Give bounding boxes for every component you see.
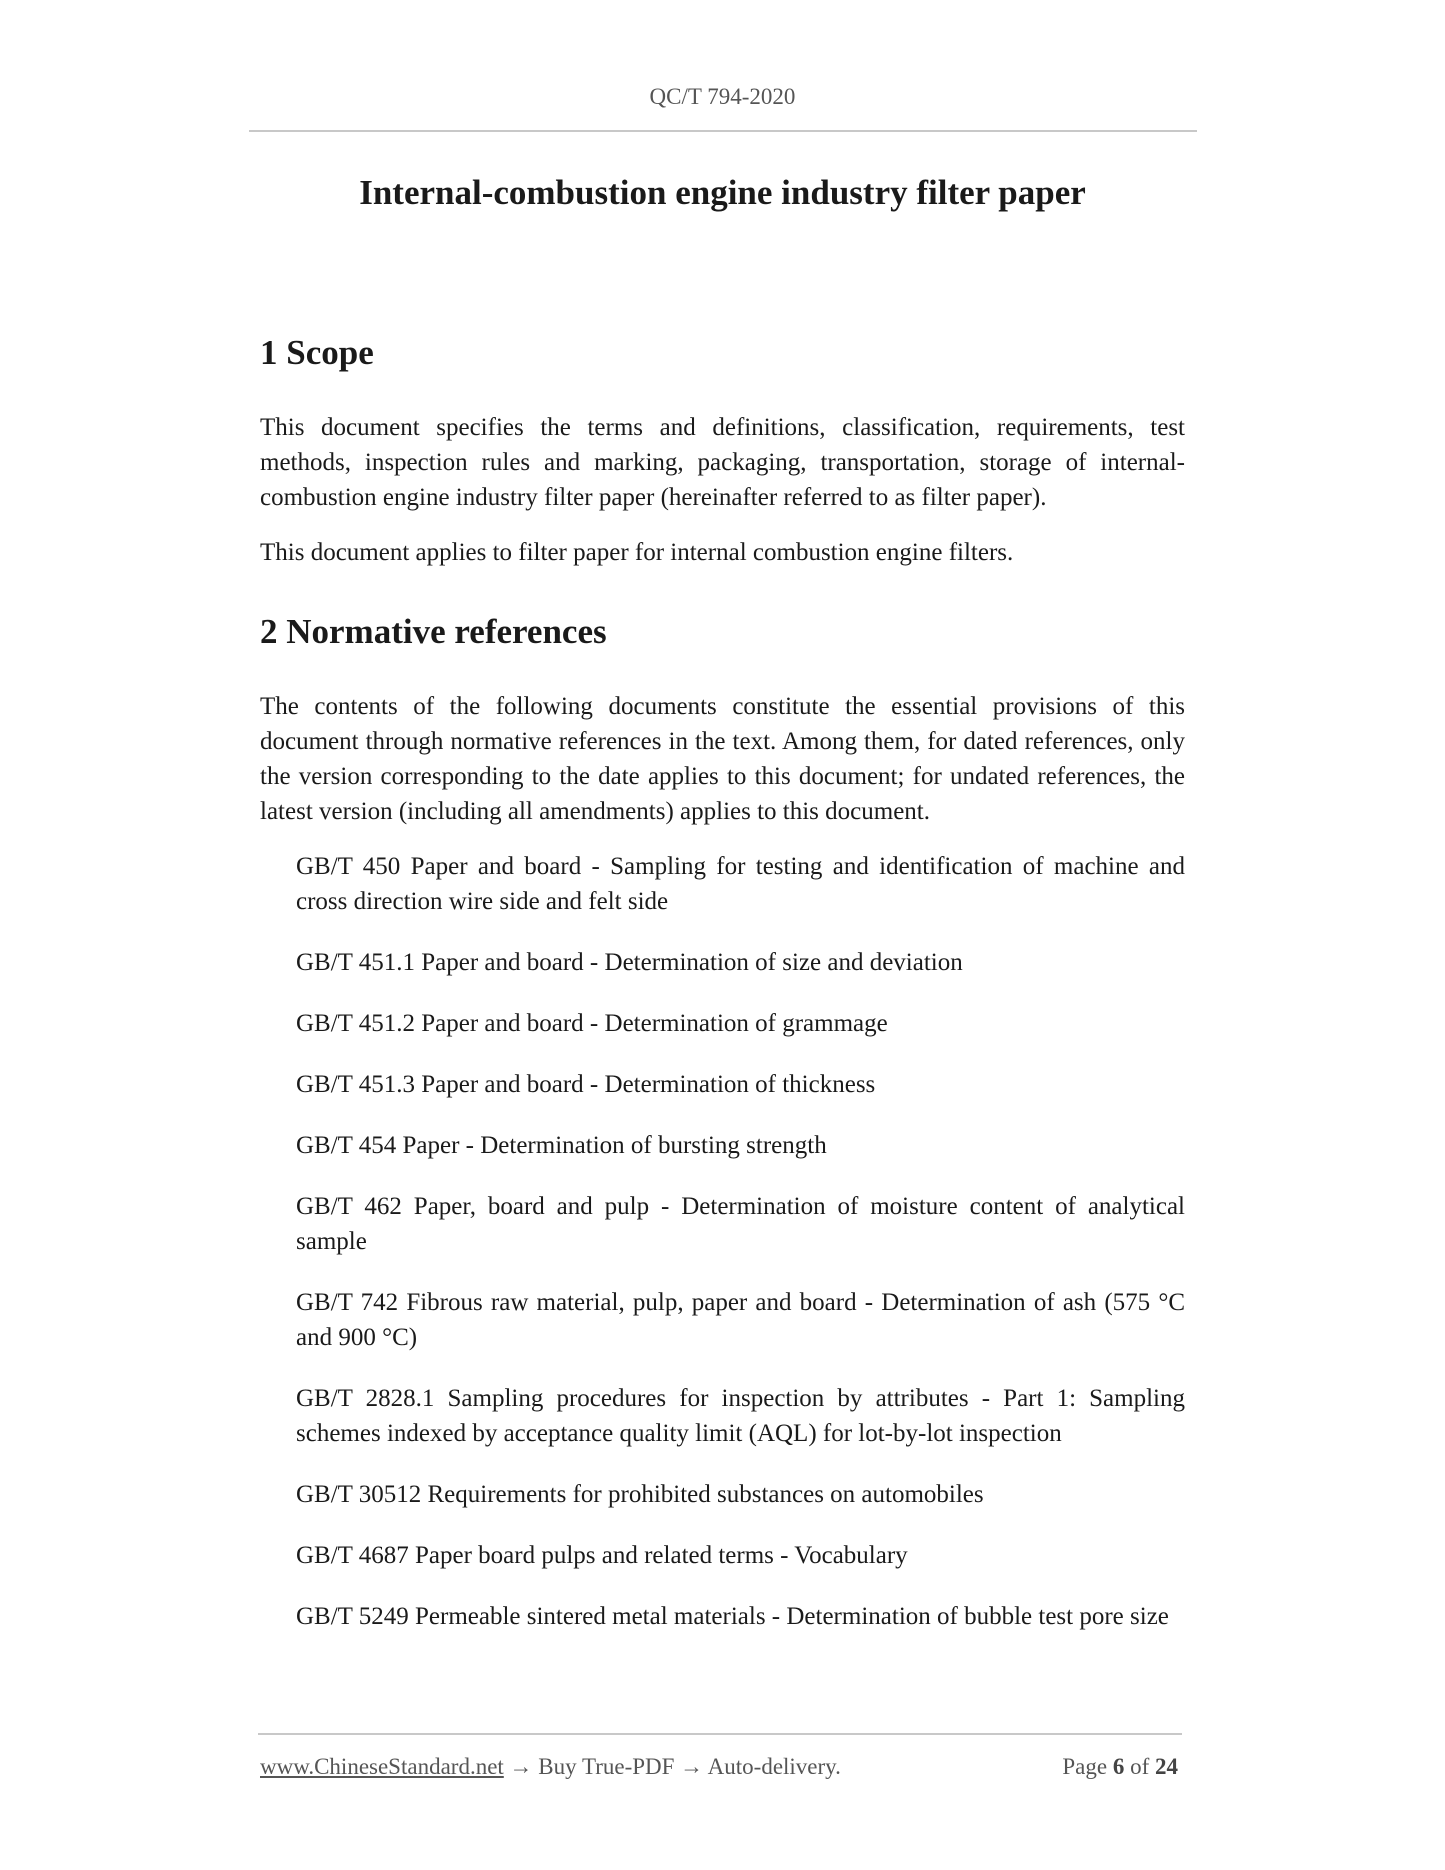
footer-promo <box>260 1754 841 1780</box>
reference-item: GB/T 450 Paper and board - Sampling for testing and identification of machine and cross direction wire side and felt side <box>296 853 1185 915</box>
page-total: 24 <box>1155 1754 1178 1779</box>
reference-item: GB/T 742 Fibrous raw material, pulp, paper and board - Determination of ash (575 °C and 900 °C) <box>296 1289 1185 1351</box>
reference-item: GB/T 451.2 Paper and board - Determination of grammage <box>296 1010 888 1037</box>
reference-item: GB/T 5249 Permeable sintered metal materials - Determination of bubble test pore size <box>296 1603 1169 1630</box>
reference-item: GB/T 4687 Paper board pulps and related terms - Vocabulary <box>296 1542 908 1569</box>
reference-list <box>260 849 1185 1634</box>
reference-item: GB/T 451.3 Paper and board - Determination of thickness <box>296 1071 876 1098</box>
reference-item: GB/T 462 Paper, board and pulp - Determination of moisture content of analytical sample <box>296 1193 1185 1255</box>
section-heading-normative-references: 2 Normative references <box>260 612 607 651</box>
page-footer <box>260 1754 1178 1780</box>
section-heading-scope: 1 Scope <box>260 333 374 372</box>
document-title: Internal-combustion engine industry filter paper <box>359 173 1086 212</box>
footer-divider <box>258 1733 1182 1735</box>
reference-item: GB/T 2828.1 Sampling procedures for inspection by attributes - Part 1: Sampling schemes indexed by acceptance quality limit (AQL) for lot-by-lot inspection <box>296 1385 1185 1447</box>
reference-item: GB/T 30512 Requirements for prohibited substances on automobiles <box>296 1481 984 1508</box>
reference-item: GB/T 454 Paper - Determination of bursting strength <box>296 1132 827 1159</box>
scope-paragraph: This document specifies the terms and definitions, classification, requirements, test methods, inspection rules and marking, packaging, transportation, storage of internal-combustion engine industry filter paper (hereinafter referred to as filter paper). <box>260 414 1185 511</box>
header-divider <box>249 130 1197 132</box>
page-of: of <box>1130 1754 1150 1779</box>
buy-text: → Buy True-PDF → Auto-delivery. <box>509 1754 841 1779</box>
page-current: 6 <box>1112 1754 1125 1779</box>
document-code-header: QC/T 794-2020 <box>649 84 796 109</box>
reference-item: GB/T 451.1 Paper and board - Determination of size and deviation <box>296 949 963 976</box>
scope-paragraph: This document applies to filter paper for internal combustion engine filters. <box>260 539 1014 566</box>
document-body <box>260 333 1185 1660</box>
normative-intro-paragraph: The contents of the following documents constitute the essential provisions of this document through normative references in the text. Among them, for dated references, only the version corresponding to the date applies to this document; for undated references, the latest version (including all amendments) applies to this document. <box>260 693 1185 825</box>
site-link[interactable]: www.ChineseStandard.net <box>260 1754 504 1779</box>
page-label: Page <box>1062 1754 1108 1779</box>
page-indicator <box>1062 1754 1178 1780</box>
